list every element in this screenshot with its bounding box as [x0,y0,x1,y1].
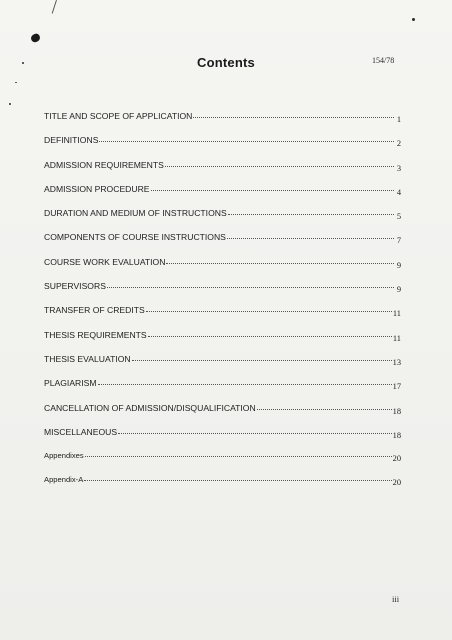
toc-entry-label: COURSE WORK EVALUATION [44,256,166,267]
toc-entry-label: DURATION AND MEDIUM OF INSTRUCTIONS [44,208,227,219]
dot-leader [166,262,394,264]
toc-entry-label: THESIS EVALUATION [44,353,131,364]
toc-entry[interactable] [44,281,401,305]
toc-entry-page: 2 [396,139,401,149]
toc-entry[interactable] [44,354,401,378]
toc-entry-label: Appendix-A [44,475,84,485]
dot-leader [99,140,394,142]
toc-entry-page: 5 [396,212,401,222]
toc-entry[interactable] [44,232,401,256]
toc-entry[interactable] [44,208,401,232]
toc-entry[interactable] [44,135,401,159]
dot-leader [118,432,392,434]
toc-entry-label: TITLE AND SCOPE OF APPLICATION [44,111,193,121]
toc-entry-label: MISCELLANEOUS [44,426,118,437]
toc-entry-label: ADMISSION REQUIREMENTS [44,159,164,170]
page-title: Contents [197,55,255,70]
dot-leader [98,383,392,385]
toc-entry-page: 9 [396,260,401,270]
toc-entry-page: 7 [396,236,401,246]
toc-entry-page: 20 [392,454,401,464]
toc-entry-page: 18 [392,406,401,416]
scan-speck [15,82,17,83]
dot-leader [146,310,392,312]
scan-speck [412,18,415,21]
toc-entry-label: THESIS REQUIREMENTS [44,329,147,340]
toc-entry-page: 3 [396,163,401,173]
toc-entry-label: TRANSFER OF CREDITS [44,305,145,316]
dot-leader [107,286,394,288]
dot-leader [151,189,394,191]
toc-entry-label: PLAGIARISM [44,378,97,389]
toc-entry[interactable] [44,111,401,135]
toc-entry-page: 4 [396,187,401,197]
toc-entry-label: SUPERVISORS [44,281,106,292]
toc-entry[interactable] [44,184,401,208]
table-of-contents [44,111,401,500]
dot-leader [228,213,394,215]
toc-entry-page: 9 [396,285,401,295]
toc-entry[interactable] [44,427,401,451]
toc-entry[interactable] [44,378,401,402]
toc-entry[interactable] [44,330,401,354]
toc-entry[interactable] [44,475,401,499]
scan-ink-blot [30,33,41,44]
dot-leader [84,479,391,481]
toc-entry-label: DEFINITIONS [44,135,99,146]
dot-leader [257,408,392,410]
toc-entry-page: 11 [392,333,401,343]
toc-entry[interactable] [44,257,401,281]
document-reference-number: 154/78 [372,56,395,65]
toc-entry-page: 17 [392,382,401,392]
toc-entry[interactable] [44,305,401,329]
toc-entry[interactable] [44,160,401,184]
toc-entry-page: 18 [392,430,401,440]
dot-leader [193,116,394,118]
toc-entry-page: 13 [392,357,401,367]
page-number: iii [392,594,400,604]
toc-entry-label: Appendixes [44,451,84,461]
dot-leader [165,165,394,167]
dot-leader [148,335,392,337]
dot-leader [85,455,392,457]
scan-speck [9,103,11,105]
toc-entry[interactable] [44,403,401,427]
toc-entry[interactable] [44,451,401,475]
toc-entry-page: 11 [392,309,401,319]
toc-entry-page: 20 [392,478,401,488]
scan-scratch-mark [52,0,57,14]
toc-entry-label: CANCELLATION OF ADMISSION/DISQUALIFICATION [44,402,256,413]
toc-entry-page: 1 [396,115,401,124]
dot-leader [227,237,394,239]
toc-entry-label: ADMISSION PROCEDURE [44,183,150,194]
toc-entry-label: COMPONENTS OF COURSE INSTRUCTIONS [44,232,226,243]
dot-leader [132,359,392,361]
